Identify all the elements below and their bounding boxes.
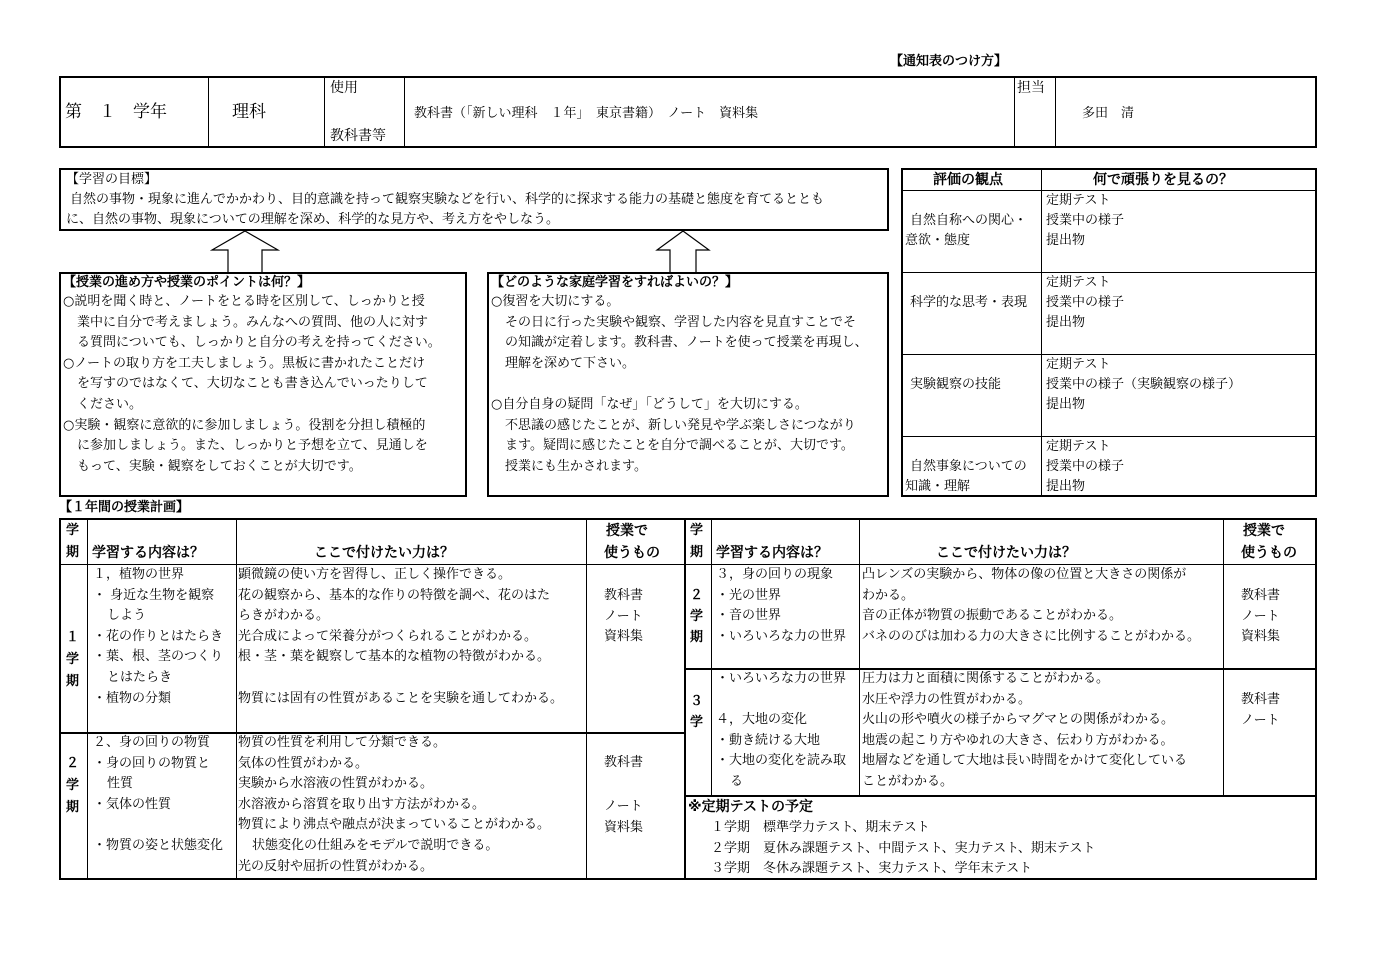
eval-col-evidence: 何で頑張りを見るの？ (1093, 172, 1233, 188)
term2-use: 教科書 (604, 755, 644, 770)
eval-item: 授業中の様子 (1046, 459, 1125, 474)
eval-view-4: 自然事象についての (910, 459, 1027, 474)
eval-item: 授業中の様子（実験観察の様子） (1046, 377, 1242, 392)
teacher-name: 多田 清 (1082, 106, 1135, 121)
r-term2-label: 期 (690, 630, 704, 645)
col-term: 学 (66, 523, 80, 538)
eval-view-1b: 意欲・態度 (905, 233, 971, 248)
term2-label: 期 (66, 800, 80, 815)
term2-use: 資料集 (604, 820, 644, 835)
term1-content: １，植物の世界 ・ 身近な生物を観察 しよう ・花の作りとはたらき ・葉、根、茎のつくり とはたらき ・植物の分類 (93, 567, 224, 706)
grade-label: 第 １ 学年 (65, 102, 167, 122)
r-term3-label: 学 (690, 715, 704, 730)
eval-item: 提出物 (1046, 479, 1086, 494)
col-use: 使うもの (1241, 545, 1297, 561)
term2-use: ノート (604, 799, 643, 814)
eval-view-3: 実験観察の技能 (910, 377, 1002, 392)
col-term: 期 (66, 545, 80, 560)
term1-label: 学 (66, 652, 80, 667)
eval-item: 授業中の様子 (1046, 213, 1125, 228)
col-ability: ここで付けたい力は？ (936, 545, 1076, 561)
plan-heading: 【１年間の授業計画】 (59, 500, 190, 515)
textbook-label-2: 教科書等 (330, 128, 386, 144)
up-arrow-icon (655, 230, 711, 274)
r-term3-use: 教科書 ノート (1241, 692, 1281, 728)
eval-item: 定期テスト (1046, 357, 1111, 372)
eval-item: 定期テスト (1046, 275, 1111, 290)
term1-label: 期 (66, 674, 80, 689)
eval-view-4b: 知識・理解 (905, 479, 971, 494)
col-ability: ここで付けたい力は？ (314, 545, 454, 561)
col-use: 授業で (606, 523, 648, 539)
r-term3-label: ３ (690, 694, 704, 709)
tests-heading: ※定期テストの予定 (688, 799, 814, 815)
col-content: 学習する内容は？ (92, 545, 204, 561)
points-heading: 【授業の進め方や授業のポイントは何？】 (63, 275, 311, 290)
eval-item: 提出物 (1046, 233, 1086, 248)
goal-line-2: に、自然の事物、現象についての理解を深め、科学的な見方や、考え方をやしなう。 (66, 212, 559, 227)
report-title: 【通知表のつけ方】 (890, 54, 1008, 69)
term2-ability: 物質の性質を利用して分類できる。 気体の性質がわかる。 実験から水溶液の性質がわかる。 水溶液から溶質を取り出す方法がわかる。 物質により沸点や融点が決まっていることがわかる。 状態変化の仕組みをモデルで説明できる。 光の反射や屈折の性質がわかる。 (238, 735, 551, 874)
goal-line-1: 自然の事物・現象に進んでかかわり、目的意識を持って観察実験などを行い、科学的に探求する能力の基礎と態度を育てるととも (70, 192, 825, 207)
eval-item: 授業中の様子 (1046, 295, 1125, 310)
eval-item: 定期テスト (1046, 439, 1111, 454)
eval-col-view: 評価の観点 (933, 172, 1003, 188)
col-use: 使うもの (604, 545, 660, 561)
term2-label: ２ (66, 756, 80, 771)
home-text: ○復習を大切にする。 その日に行った実験や観察、学習した内容を見直すことでそ の知識が定着します。教科書、ノートを使って授業を再現し、 理解を深めて下さい。 ○自分自身の疑問「なぜ」「どうして」を大切にする。 不思議の感じたことが、新しい発見や学ぶ楽しさにつながり ます。疑問に感じたことを自分で調べることが、大切です。 授業にも生かされます。 (491, 294, 868, 474)
r-term3-content: ・いろいろな力の世界 ４，大地の変化 ・動き続ける大地 ・大地の変化を読み取 る (716, 671, 847, 789)
col-term: 学 (690, 523, 704, 538)
tests-list: １学期 標準学力テスト、期末テスト ２学期 夏休み課題テスト、中間テスト、実力テスト、期末テスト ３学期 冬休み課題テスト、実力テスト、学年末テスト (711, 820, 1096, 877)
goal-heading: 【学習の目標】 (66, 172, 158, 187)
r-term2-use: 教科書 ノート 資料集 (1241, 588, 1281, 645)
r-term2-ability: 凸レンズの実験から、物体の像の位置と大きさの関係が わかる。 音の正体が物質の振動であることがわかる。 バネののびは加わる力の大きさに比例することがわかる。 (862, 567, 1201, 644)
term2-content: ２、身の回りの物質 ・身の回りの物質と 性質 ・気体の性質 ・物質の姿と状態変化 (93, 735, 224, 853)
col-term: 期 (690, 545, 704, 560)
col-use: 授業で (1243, 523, 1285, 539)
textbook-value: 教科書（「新しい理科 １年」 東京書籍） ノート 資料集 (414, 106, 759, 121)
term1-ability: 顕微鏡の使い方を習得し、正しく操作できる。 花の観察から、基本的な作りの特徴を調べ、花のはた らきがわかる。 光合成によって栄養分がつくられることがわかる。 根・茎・葉を観察して基本的な植物の特徴がわかる。 物質には固有の性質があることを実験を通してわかる。 (238, 567, 564, 706)
home-heading: 【どのような家庭学習をすればよいの？】 (491, 275, 739, 290)
r-term2-content: ３，身の回りの現象 ・光の世界 ・音の世界 ・いろいろな力の世界 (716, 567, 847, 644)
r-term3-ability: 圧力は力と面積に関係することがわかる。 水圧や浮力の性質がわかる。 火山の形や噴火の様子からマグマとの関係がわかる。 地震の起こり方やゆれの大きさ、伝わり方がわかる。 地層などを通して大地は長い時間をかけて変化している ことがわかる。 (862, 671, 1188, 789)
textbook-label-1: 使用 (330, 80, 358, 96)
term1-label: １ (66, 630, 80, 645)
r-term2-label: 学 (690, 609, 704, 624)
teacher-label: 担当 (1017, 80, 1045, 96)
eval-view-1: 自然自称への関心・ (910, 213, 1028, 228)
term1-use: 教科書 ノート 資料集 (604, 588, 644, 645)
subject-label: 理科 (232, 102, 266, 122)
up-arrow-icon (210, 230, 280, 274)
eval-item: 提出物 (1046, 397, 1086, 412)
r-term2-label: ２ (690, 588, 704, 603)
col-content: 学習する内容は？ (716, 545, 828, 561)
term2-label: 学 (66, 778, 80, 793)
eval-item: 提出物 (1046, 315, 1086, 330)
points-text: ○説明を聞く時と、ノートをとる時を区別して、しっかりと授 業中に自分で考えましょう。みんなへの質問、他の人に対す る質問についても、しっかりと自分の考えを持ってください。 ○ノートの取り方を工夫しましょう。黒板に書かれたことだけ を写すのではなくて、大切なことも書き込んでいったりして ください。 ○実験・観察に意欲的に参加しましょう。役割を分担し積極的 に参加しましょう。また、しっかりと予想を立て、見通しを もって、実験・観察をしておくことが大切です。 (63, 294, 441, 474)
eval-view-2: 科学的な思考・表現 (910, 295, 1028, 310)
eval-item: 定期テスト (1046, 193, 1111, 208)
